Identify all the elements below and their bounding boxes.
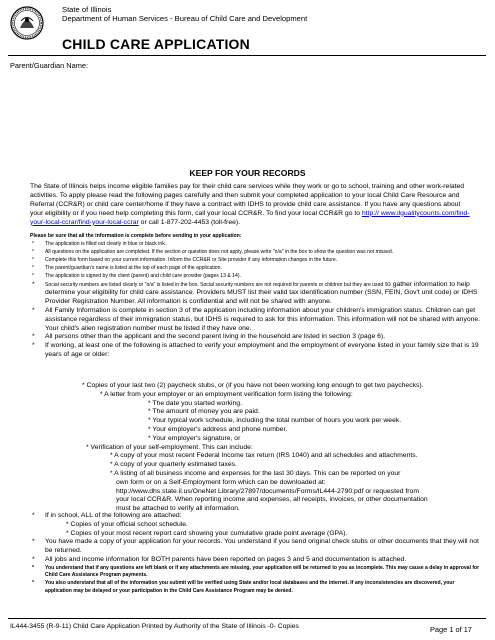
verification-item: * Verification of your self-employment. This can include: xyxy=(86,443,253,451)
verification-documents-list xyxy=(30,382,482,514)
verification-item: * A copy of your most recent Federal Income tax return (IRS 1040) and all schedules and attachments. xyxy=(110,452,418,460)
checklist-item xyxy=(30,580,482,595)
bullet-star: * xyxy=(32,333,35,341)
checklist-item xyxy=(30,342,482,360)
checklist-item-text: If working, at least one of the following is attached to verify your employment and the employment of everyone listed in your family size that is 19 years of age or older: xyxy=(45,342,479,359)
checklist-item-text: The application is filled out clearly in blue or black ink. xyxy=(45,241,167,247)
checklist-item-text: You also understand that all of the information you submit will be verified using State and/or local databases and the internet. If any inconsistencies are discovered, your application may be delayed or your participation in the Child Care Assistance Program may be denied. xyxy=(45,579,455,594)
bullet-star: * xyxy=(32,256,34,263)
parent-guardian-label: Parent/Guardian Name: xyxy=(10,61,89,70)
bullet-star: * xyxy=(32,248,34,255)
state-seal-icon xyxy=(10,6,44,40)
verification-item: own form or on a Self-Employment form which can be downloaded at: xyxy=(116,478,326,486)
checklist-item xyxy=(30,241,482,249)
bullet-star: * xyxy=(32,538,35,546)
bullet-star: * xyxy=(32,342,35,350)
verification-item: your local CCR&R. When reporting income and expenses, all receipts, invoices, or other documentation xyxy=(116,496,428,504)
bullet-star: * xyxy=(32,241,34,247)
checklist-item xyxy=(30,281,482,308)
verification-item: * Your employer's signature, or xyxy=(148,434,241,442)
checklist-item-text: All questions on the application are completed. If the section or question does not apply, please write "n/a" in the box to show the question was not missed. xyxy=(45,248,394,255)
checklist-item xyxy=(30,333,482,342)
checklist-item-text: You have made a copy of your application for your records. You understand if you send original check stubs or other documents that they will not be returned. xyxy=(45,538,479,555)
bullet-star: * xyxy=(32,564,34,571)
checklist-item-text: to gather information to help determine your eligibility for child care assistance. Providers MUST list their valid tax identification number (SSN, FEIN, Gov't unit code) or IDHS Provider Registration Number. All information is confidential and will not be shared with anyone. xyxy=(45,280,478,306)
header-department: Department of Human Services - Bureau of Child Care and Development xyxy=(62,14,308,23)
checklist-item xyxy=(30,565,482,580)
footer-form-number: IL444-3455 (R-9-11) Child Care Application Printed by Authority of the State of Illinois -0- Copies xyxy=(10,623,299,630)
verification-item: * A copy of your quarterly estimated taxes. xyxy=(110,461,237,469)
checklist-item xyxy=(30,265,482,273)
intro-tail: or call 1-877-202-4453 (toll-free). xyxy=(138,218,241,226)
page-title: CHILD CARE APPLICATION xyxy=(62,36,250,52)
checklist-item-text: You understand that if any questions are left blank or if any attachments are missing, your application will be returned to you as incomplete. This may cause a delay in approval for Child Care Assistance Program payments. xyxy=(45,564,480,579)
header-state: State of Illinois xyxy=(62,5,112,14)
bullet-star: * xyxy=(32,280,35,288)
verification-item: * A letter from your employer or an employment verification form listing the following: xyxy=(100,390,353,398)
checklist-item-text: Complete this form based on your current information. Inform the CCR&R or Site provider if any information changes in the future. xyxy=(45,256,338,263)
checklist-item xyxy=(30,307,482,333)
checklist-item-text: If in school, ALL of the following are attached: xyxy=(45,512,182,519)
checklist-subitem: * Copies of your official school schedule. xyxy=(66,520,188,528)
verification-item: * The date you started working. xyxy=(148,399,242,407)
checklist-subitem: * Copies of your most recent report card showing your cumulative grade point average (GPA). xyxy=(66,529,348,537)
checklist-item-text: All jobs and income information for BOTH parents have been reported on pages 3 and 5 and documentation is attached. xyxy=(45,555,407,563)
checklist-item-text: The parent/guardian's name is listed at the top of each page of the application. xyxy=(45,264,222,271)
ccrr-link[interactable]: http:// www.ilgualitycounts.com/find-your-local-ccrar/find-your-local-ccrar xyxy=(30,209,470,226)
verification-item: http://www.dhs.state.il.us/OneNet Library/27897/documents/Forms/IL444-2790.pdf or requested from xyxy=(116,487,419,495)
header-divider xyxy=(8,55,486,56)
checklist-item xyxy=(30,556,482,565)
checklist-item-text: The application is signed by the client (parent) and child care provider (pages 13 & 14). xyxy=(45,272,241,279)
verification-item: * Copies of your last two (2) paycheck stubs, or (if you have not been working long enough to get two paychecks). xyxy=(82,382,424,389)
verification-item: * Your typical work schedule, including the total number of hours you work per week. xyxy=(148,417,402,425)
verification-item: * A listing of all business income and expenses for the last 30 days. This can be reported on your xyxy=(110,469,401,477)
bullet-star: * xyxy=(32,555,35,563)
intro-text: The State of Illinois helps income eligible families pay for their child care services while they work or go to school, training and other work-related activities. To apply please read the following pages carefully and then submit your completed application to your local Child Care Resource and Referral (CCR&R) or child care center/home if they have a contract with IDHS to provide child care assistance. If you have any questions about your eligibility or if you need help completing this form, call your local CCR&R. To find your local CCR&R go to xyxy=(30,183,465,217)
checklist-item-text: All persons other than the applicant and the second parent living in the household are listed in section 3 (page 6). xyxy=(45,333,386,341)
checklist xyxy=(30,241,482,360)
verification-item: must be attached to verify all information. xyxy=(116,505,240,513)
checklist-item xyxy=(30,538,482,556)
page-number: Page 1 of 17 xyxy=(430,625,472,634)
bullet-star: * xyxy=(32,272,34,279)
bullet-star: * xyxy=(32,264,34,271)
intro-paragraph xyxy=(30,183,470,228)
checklist-heading: Please be sure that all the information is complete before sending in your application: xyxy=(30,233,242,239)
checklist-item-lead: Social security numbers are listed clearly or "n/a" is listed in the box. Social security numbers are not required for parents or children but they are used xyxy=(45,281,384,288)
checklist-item xyxy=(30,257,482,265)
final-checklist xyxy=(30,512,482,595)
bullet-star: * xyxy=(32,512,35,519)
checklist-item xyxy=(30,249,482,257)
bullet-star: * xyxy=(32,579,34,586)
bullet-star: * xyxy=(32,307,35,315)
keep-records-heading: KEEP FOR YOUR RECORDS xyxy=(189,168,306,178)
footer-divider xyxy=(8,618,486,619)
verification-item: * The amount of money you are paid. xyxy=(148,408,260,416)
checklist-item xyxy=(30,273,482,281)
checklist-item-text: All Family Information is complete in section 3 of the application including information about your children's immigration status. Children can get assistance regardless of their immigration status, but IDHS is required to ask for this information. This information will not be shared with anyone. Your child's alien registration number must be listed if they have one. xyxy=(45,307,481,332)
checklist-item xyxy=(30,512,482,521)
verification-item: * Your employer's address and phone number. xyxy=(148,425,288,433)
